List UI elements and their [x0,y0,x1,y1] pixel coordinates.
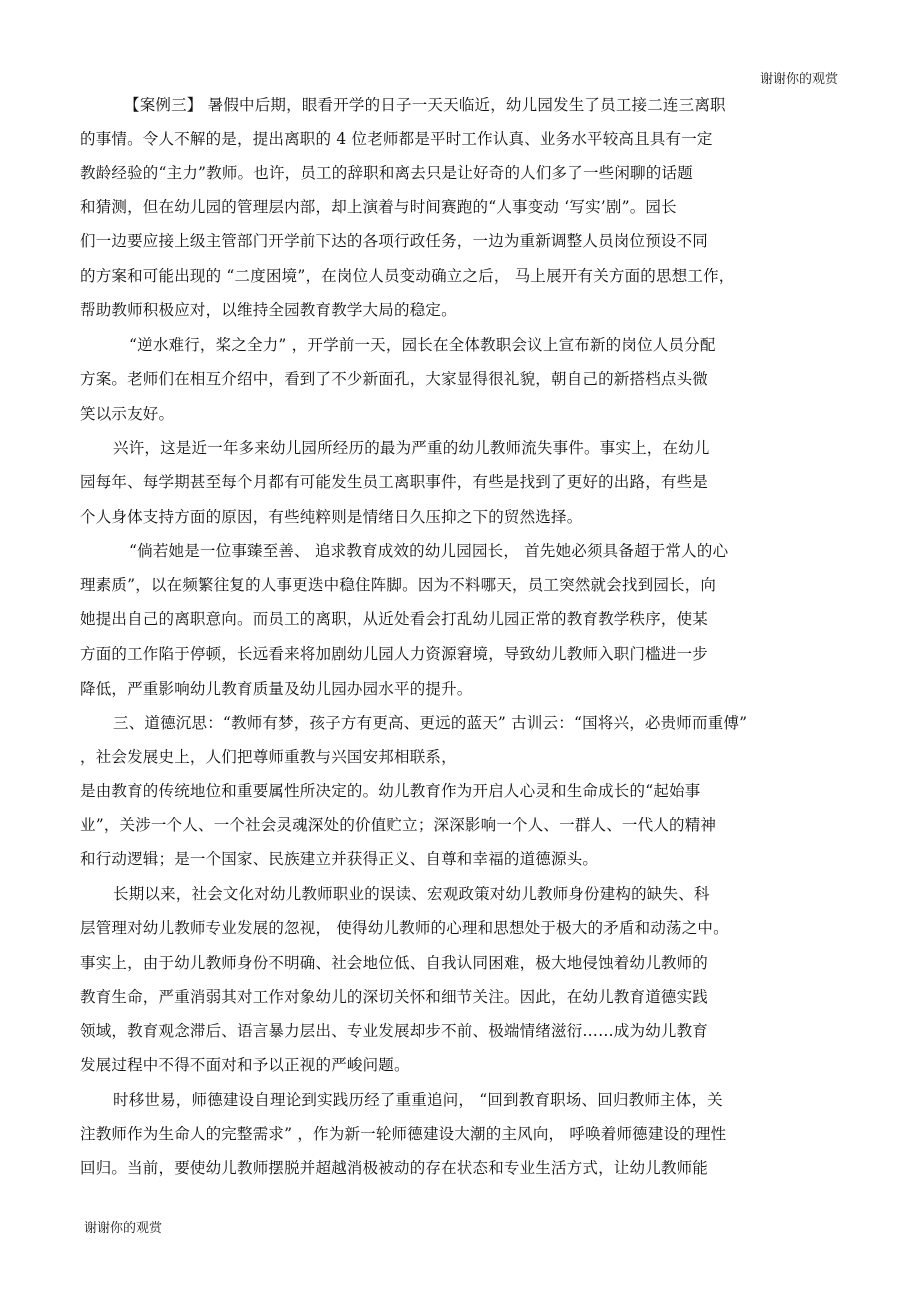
body-line: 笑以示友好。 [80,405,175,423]
body-line: 回归。当前，要使幼儿教师摆脱并超越消极被动的存在状态和专业生活方式，让幼儿教师能 [80,1159,709,1177]
body-line: 方面的工作陷于停顿，长远看来将加剧幼儿园人力资源窘境，导致幼儿教师入职门槛进一步 [80,645,709,663]
body-line: 个人身体支持方面的原因，有些纯粹则是情绪日久压抑之下的贸然选择。 [80,508,583,526]
body-line: 三、道德沉思：“教师有梦，孩子方有更高、更远的蓝天” 古训云：“国将兴，必贵师而重傅” [113,714,748,732]
body-line: 时移世易，师德建设自理论到实践历经了重重追问， “回到教育职场、回归教师主体，关 [113,1091,723,1109]
body-line: “倘若她是一位事臻至善、 追求教育成效的幼儿园园长， 首先她必须具备超于常人的心 [129,542,729,560]
body-line: 园每年、每学期甚至每个月都有可能发生员工离职事件，有些是找到了更好的出路，有些是 [80,473,709,491]
body-line: 【案例三】 暑假中后期，眼看开学的日子一天天临近，幼儿园发生了员工接二连三离职 [124,96,726,114]
body-line: 业”，关涉一个人、一个社会灵魂深处的价值贮立；深深影响一个人、一群人、一代人的精神 [80,816,717,834]
body-line: 教育生命，严重消弱其对工作对象幼儿的深切关怀和细节关注。因此，在幼儿教育道德实践 [80,988,709,1006]
body-line: 领域，教育观念滞后、语言暴力层出、专业发展却步不前、极端情绪滋衍……成为幼儿教育 [80,1022,709,1040]
body-line: 的方案和可能出现的 “二度困境”，在岗位人员变动确立之后， 马上展开有关方面的思想工作， [80,267,735,285]
body-line: 帮助教师积极应对，以维持全园教育教学大局的稳定。 [80,301,457,319]
body-line: 是由教育的传统地位和重要属性所决定的。幼儿教育作为开启人心灵和生命成长的“起始事 [80,782,701,800]
body-line: 的事情。令人不解的是，提出离职的 4 位老师都是平时工作认真、业务水平较高且具有一定 [80,130,713,148]
body-line: “逆水难行，桨之全力” ，开学前一天，园长在全体教职会议上宣布新的岗位人员分配 [129,336,716,354]
body-line: 和行动逻辑；是一个国家、民族建立并获得正义、自尊和幸福的道德源头。 [80,850,599,868]
header-note: 谢谢你的观赏 [759,72,838,87]
body-line: 教龄经验的“主力”教师。也许，员工的辞职和离去只是让好奇的人们多了一些闲聊的话题 [80,164,693,182]
body-line: 层管理对幼儿教师专业发展的忽视， 使得幼儿教师的心理和思想处于极大的矛盾和动荡之中。 [80,919,729,937]
body-line: 长期以来，社会文化对幼儿教师职业的误读、宏观政策对幼儿教师身份建构的缺失、科 [113,885,710,903]
body-line: 她提出自己的离职意向。而员工的离职，从近处看会打乱幼儿园正常的教育教学秩序，使某 [80,610,709,628]
footer-note: 谢谢你的观赏 [84,1221,163,1236]
body-line: 事实上，由于幼儿教师身份不明确、社会地位低、自我认同困难，极大地侵蚀着幼儿教师的 [80,954,709,972]
body-line: 方案。老师们在相互介绍中，看到了不少新面孔，大家显得很礼貌，朝自己的新搭档点头微 [80,370,709,388]
body-line: 发展过程中不得不面对和予以正视的严峻问题。 [80,1056,410,1074]
body-line: 和猜测，但在幼儿园的管理层内部，却上演着与时间赛跑的“人事变动 ‘写实’剧”。园长 [80,198,677,216]
body-line: ，社会发展史上，人们把尊师重教与兴国安邦相联系， [80,748,457,766]
body-line: 们一边要应接上级主管部门开学前下达的各项行政任务，一边为重新调整人员岗位预设不同 [80,232,709,250]
body-line: 兴许，这是近一年多来幼儿园所经历的最为严重的幼儿教师流失事件。事实上，在幼儿 [113,439,710,457]
body-line: 注教师作为生命人的完整需求” ，作为新一轮师德建设大潮的主风向， 呼唤着师德建设的理性 [80,1125,727,1143]
body-line: 降低，严重影响幼儿教育质量及幼儿园办园水平的提升。 [80,680,473,698]
body-line: 理素质”，以在频繁往复的人事更迭中稳住阵脚。因为不料哪天，员工突然就会找到园长，向 [80,576,717,594]
